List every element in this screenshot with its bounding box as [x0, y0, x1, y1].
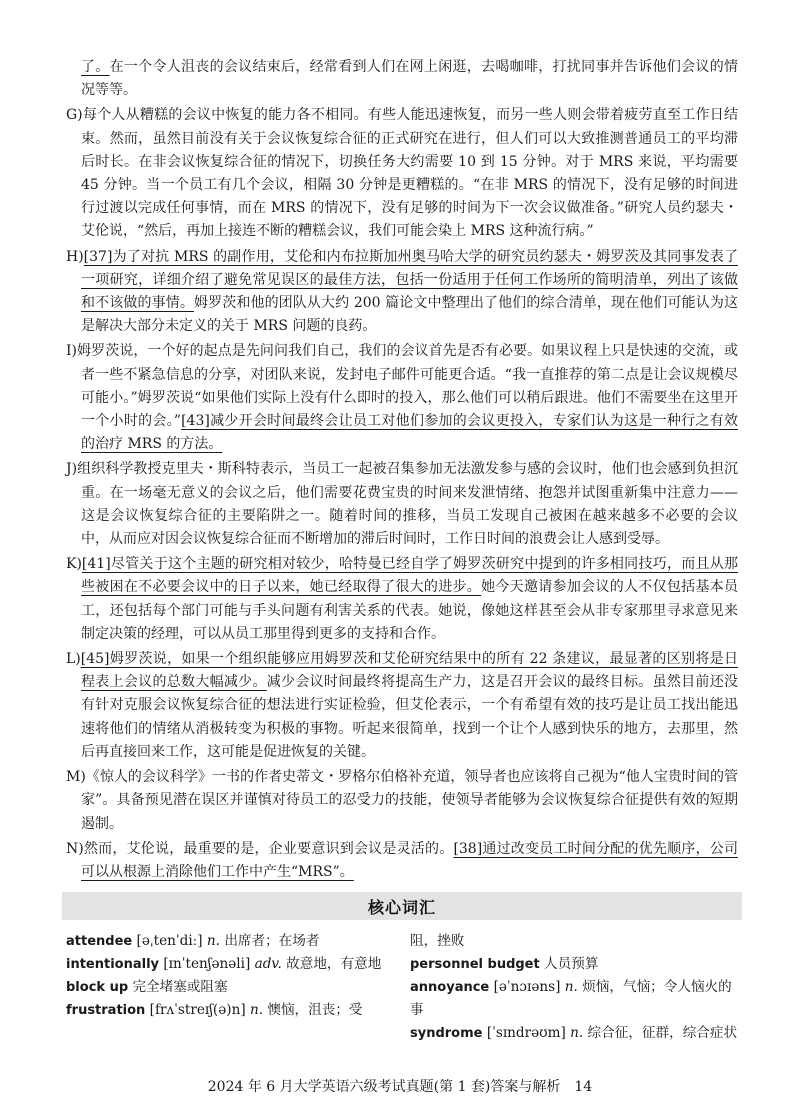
vocab-def: 综合征，征群，综合症状 — [587, 1025, 738, 1042]
vocab-column-left — [66, 930, 394, 1045]
vocab-def: 完全堵塞或阻塞 — [132, 979, 228, 996]
paragraph-label: L) — [66, 651, 81, 668]
vocab-word: intentionally — [66, 957, 160, 973]
vocab-pos: adv. — [254, 956, 282, 973]
paragraph-text: 在一个令人沮丧的会议结束后，经常看到人们在网上闲逛，去喝咖啡，打扰同事并告诉他们会议的情况等等。 — [81, 59, 738, 99]
vocab-pos: n. — [206, 933, 220, 950]
vocab-entry — [410, 1022, 738, 1045]
vocab-def: 出席者；在场者 — [224, 933, 320, 950]
paragraph-text: 组织科学教授克里夫・斯科特表示，当员工一起被召集参加无法激发参与感的会议时，他们也会感到负担沉重。在一场毫无意义的会议之后，他们需要花费宝贵的时间来发泄情绪、抱怨并试图重新集中注意力——这是会议恢复综合征的主要陷阱之一。随着时间的推移，当员工发现自己被困在越来越多不必要的会议中，从而应对因会议恢复综合征而不断增加的滞后时间时，工作日时间的浪费会让人感到受辱。 — [77, 461, 738, 548]
vocab-entry-continuation — [410, 930, 738, 953]
paragraph-L — [66, 648, 738, 764]
underlined-text: [38]通过改变员工时间分配的优先顺序，公司可以从根源上消除他们工作中产生“MRS”。 — [81, 840, 738, 880]
paragraph-label: N) — [66, 840, 84, 857]
vocab-def: 烦恼，气恼；令人恼火的事 — [410, 979, 732, 1019]
vocab-ipa: [ˈsɪndrəʊm] — [486, 1025, 566, 1042]
paragraph-text: 然而，艾伦说，最重要的是，企业要意识到会议是灵活的。 — [83, 840, 454, 857]
vocab-entry — [66, 999, 394, 1022]
vocab-ipa: [əˌtenˈdiː] — [136, 933, 203, 950]
vocab-column-right — [410, 930, 738, 1045]
vocab-word: annoyance — [410, 980, 490, 996]
vocab-word: block up — [66, 980, 129, 996]
paragraph-text: 《惊人的会议科学》一书的作者史蒂文・罗格尔伯格补充道，领导者也应该将自己视为“他人宝贵时间的管家”。具备预见潜在误区并谨慎对待员工的忍受力的技能，使领导者能够为会议恢复综合征提供有效的短期遏制。 — [81, 769, 738, 832]
paragraph-G — [66, 104, 738, 243]
paragraph-I — [66, 340, 738, 456]
vocab-pos: n. — [564, 979, 578, 996]
vocab-entry — [66, 953, 394, 976]
page-number: 14 — [574, 1079, 593, 1095]
paragraph-M — [66, 766, 738, 836]
vocab-ipa: [ɪnˈtenʃənəli] — [163, 956, 251, 973]
vocab-word: personnel budget — [410, 957, 540, 973]
vocab-section-title: 核心词汇 — [367, 897, 436, 917]
vocab-word: attendee — [66, 934, 133, 950]
vocab-entry — [410, 976, 738, 1022]
paragraph-text: 她今天邀请参加会议的人不仅包括基本员工，还包括每个部门可能与手头问题有利害关系的代表。她说，像她这样甚至会从非专家那里寻求意见来制定决策的经理，可以从员工那里得到更多的支持和合作。 — [81, 579, 739, 642]
paragraph-text: 每个人从糟糕的会议中恢复的能力各不相同。有些人能迅速恢复，而另一些人则会带着疲劳直至工作日结束。然而，虽然目前没有关于会议恢复综合征的正式研究在进行，但人们可以大致推测普通员工的平均滞后时长。在非会议恢复综合征的情况下，切换任务大约需要 10 到 15 分钟。对于 MRS 来说，平均需要 45 分钟。当一个员工有几个会议，相隔 30 分钟是更糟糕的。“在非 MRS 的情况下，没有足够的时间进行过渡以完成任何事情，而在 MRS 的情况下，没有足够的时间为下一次会议做准备。”研究人员约瑟夫・艾伦说，“然后，再加上接连不断的糟糕会议，我们可能会染上 MRS 这种流行病。” — [81, 107, 738, 240]
vocab-def: 人员预算 — [544, 956, 599, 973]
vocab-section-header — [62, 892, 742, 920]
vocab-ipa: [frʌˈstreɪʃ(ə)n] — [149, 1002, 246, 1019]
underlined-text: [45]姆罗茨说，如果一个组织能够应用姆罗茨和艾伦研究结果中的所有 22 条建议，最显著的区别将是日程表上会议的总数大幅减少。 — [80, 651, 738, 691]
underlined-text: 了。 — [81, 59, 110, 75]
vocab-word: frustration — [66, 1003, 146, 1019]
paragraph-text: 减少会议时间最终将提高生产力，这是召开会议的最终目标。虽然目前还没有针对克服会议恢复综合征的想法进行实证检验，但艾伦表示，一个有希望有效的技巧是让员工找出能迅速将他们的情绪从消极转变为积极的事物。听起来很简单，找到一个让个人感到快乐的地方，去那里，然后再直接回来工作，这可能是促进恢复的关键。 — [81, 674, 739, 760]
paragraph-label: K) — [66, 556, 82, 573]
vocab-word: syndrome — [410, 1026, 483, 1042]
paragraph-continuation — [66, 56, 738, 102]
paragraph-label: M) — [66, 769, 86, 786]
paragraph-H — [66, 246, 738, 339]
vocab-entry — [66, 930, 394, 953]
paragraph-label: J) — [66, 461, 78, 478]
underlined-text: [43]减少开会时间最终会让员工对他们参加的会议更投入，专家们认为这是一种行之有效的治疗 MRS 的方法。 — [81, 413, 738, 453]
paragraph-label: I) — [66, 343, 77, 360]
vocab-def: 故意地，有意地 — [286, 956, 382, 973]
paragraph-N — [66, 838, 738, 884]
vocab-entry — [66, 976, 394, 999]
vocab-pos: n. — [249, 1002, 264, 1019]
underlined-text: [37]为了对抗 MRS 的副作用，艾伦和内布拉斯加州奥马哈大学的研究员约瑟夫・姆罗茨及其同事发表了一项研究，详细介绍了避免常见误区的最佳方法，包括一份适用于任何工作场所的简明清单，列出了该做和不该做的事情。 — [81, 248, 738, 312]
paragraph-K — [66, 553, 738, 646]
vocab-ipa: [əˈnɔɪəns] — [493, 979, 561, 996]
underlined-text: [41]尽管关于这个主题的研究相对较少，哈特曼已经自学了姆罗茨研究中提到的许多相同技巧，而且从那些被困在不必要会议中的日子以来，她已经取得了很大的进步。 — [81, 556, 738, 596]
paragraph-text: 姆罗茨说，一个好的起点是先问问我们自己，我们的会议首先是否有必要。如果议程上只是快速的交流，或者一些不紧急信息的分享，对团队来说，发封电子邮件可能更合适。“我一直推荐的第二点是让会议规模尽可能小。”姆罗茨说“如果他们实际上没有什么即时的投入，那么他们可以稍后跟进。他们不需要坐在这里开一个小时的会。” — [77, 343, 738, 430]
paragraph-label: H) — [66, 248, 84, 265]
vocab-entry — [410, 953, 738, 976]
paragraph-label: G) — [66, 107, 83, 124]
vocab-list — [66, 930, 738, 1045]
vocab-def: 阻，挫败 — [410, 933, 465, 950]
vocab-def: 懊恼，沮丧；受 — [267, 1002, 363, 1019]
vocab-pos: n. — [570, 1025, 584, 1042]
footer-title: 2024 年 6 月大学英语六级考试真题(第 1 套)答案与解析 — [207, 1079, 561, 1095]
paragraph-text: 姆罗茨和他的团队从大约 200 篇论文中整理出了他们的综合清单，现在他们可能认为这是解决大部分未定义的关于 MRS 问题的良药。 — [81, 295, 739, 335]
page-footer — [0, 1076, 800, 1096]
paragraph-J — [66, 458, 738, 551]
